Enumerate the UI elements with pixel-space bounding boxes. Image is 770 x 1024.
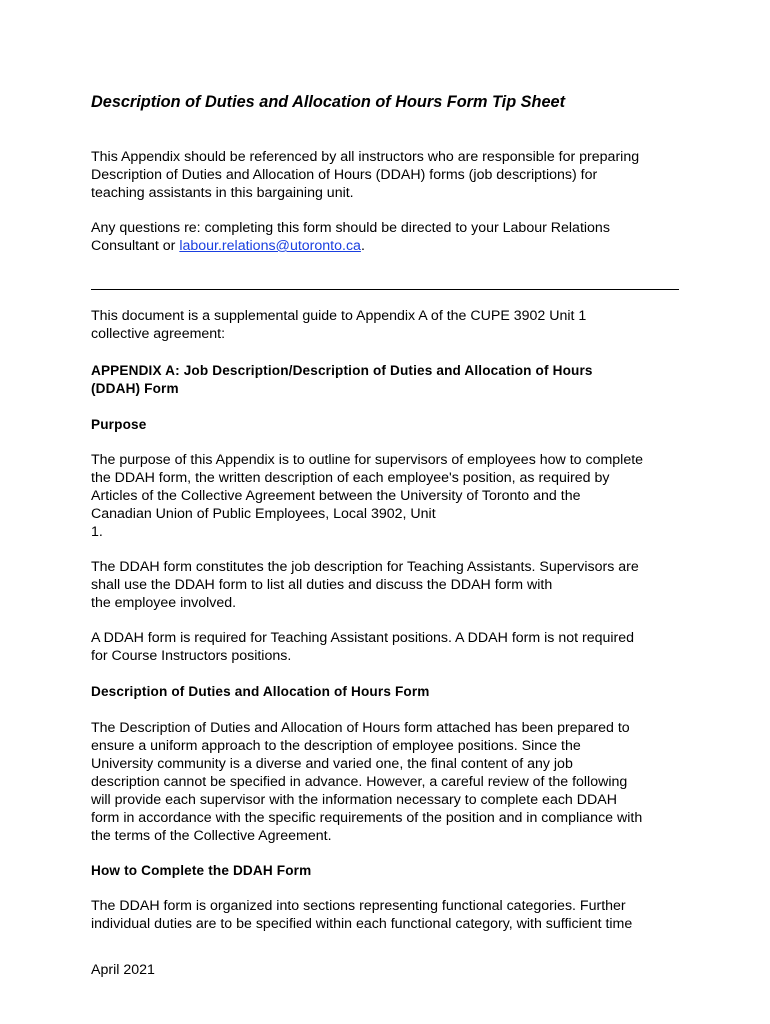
purpose-line: Canadian Union of Public Employees, Local 3902, Unit [91, 506, 436, 522]
form-desc-line: description cannot be specified in advance. However, a careful review of the following [91, 774, 628, 790]
questions-suffix: . [360, 238, 365, 254]
purpose-line: the DDAH form, the written description of each employee's position, as required by [91, 470, 610, 486]
form-desc-line: The Description of Duties and Allocation of Hours form attached has been prepared to [91, 720, 630, 736]
form-desc-line: will provide each supervisor with the information necessary to complete each DDAH [91, 792, 617, 808]
questions-line: Any questions re: completing this form should be directed to your Labour Relations [91, 220, 610, 236]
supplemental-paragraph [91, 307, 691, 343]
intro-line: Description of Duties and Allocation of Hours (DDAH) forms (job descriptions) for [91, 167, 598, 183]
form-desc-line: form in accordance with the specific requirements of the position and in compliance with [91, 810, 643, 826]
appendix-heading-line: APPENDIX A: Job Description/Description of Duties and Allocation of Hours [91, 363, 593, 378]
ddah-required-line: A DDAH form is required for Teaching Assistant positions. A DDAH form is not required [91, 630, 635, 646]
intro-line: This Appendix should be referenced by all instructors who are responsible for preparing [91, 149, 640, 165]
form-section-heading: Description of Duties and Allocation of Hours Form [91, 684, 430, 699]
supplemental-line: collective agreement: [91, 326, 226, 342]
ddah-job-description-paragraph [91, 558, 691, 612]
purpose-line: Articles of the Collective Agreement between the University of Toronto and the [91, 488, 581, 504]
ddah-job-line: shall use the DDAH form to list all duties and discuss the DDAH form with [91, 577, 553, 593]
intro-paragraph [91, 148, 691, 202]
howto-paragraph [91, 897, 691, 933]
purpose-line: 1. [91, 524, 103, 540]
questions-prefix: Consultant or [91, 238, 180, 254]
footer-date: April 2021 [91, 962, 155, 978]
appendix-heading [91, 362, 691, 398]
ddah-required-paragraph [91, 629, 691, 665]
form-description-paragraph [91, 719, 691, 845]
labour-relations-email-link[interactable]: labour.relations@utoronto.ca [179, 238, 361, 254]
ddah-required-line: for Course Instructors positions. [91, 648, 292, 664]
howto-heading: How to Complete the DDAH Form [91, 863, 312, 878]
intro-line: teaching assistants in this bargaining unit. [91, 185, 354, 201]
ddah-job-line: the employee involved. [91, 595, 237, 611]
supplemental-line: This document is a supplemental guide to Appendix A of the CUPE 3902 Unit 1 [91, 308, 587, 324]
form-desc-line: the terms of the Collective Agreement. [91, 828, 332, 844]
howto-line: individual duties are to be specified within each functional category, with sufficient time [91, 916, 633, 932]
ddah-job-line: The DDAH form constitutes the job description for Teaching Assistants. Supervisors are [91, 559, 639, 575]
purpose-line: The purpose of this Appendix is to outline for supervisors of employees how to complete [91, 452, 644, 468]
form-desc-line: ensure a uniform approach to the description of employee positions. Since the [91, 738, 581, 754]
questions-line-contact [91, 237, 691, 255]
form-desc-line: University community is a diverse and varied one, the final content of any job [91, 756, 573, 772]
howto-line: The DDAH form is organized into sections representing functional categories. Further [91, 898, 626, 914]
purpose-paragraph [91, 451, 691, 541]
appendix-heading-line: (DDAH) Form [91, 381, 179, 396]
page-title: Description of Duties and Allocation of Hours Form Tip Sheet [91, 93, 566, 111]
purpose-heading: Purpose [91, 417, 147, 432]
questions-paragraph [91, 219, 691, 255]
horizontal-divider [91, 289, 679, 290]
